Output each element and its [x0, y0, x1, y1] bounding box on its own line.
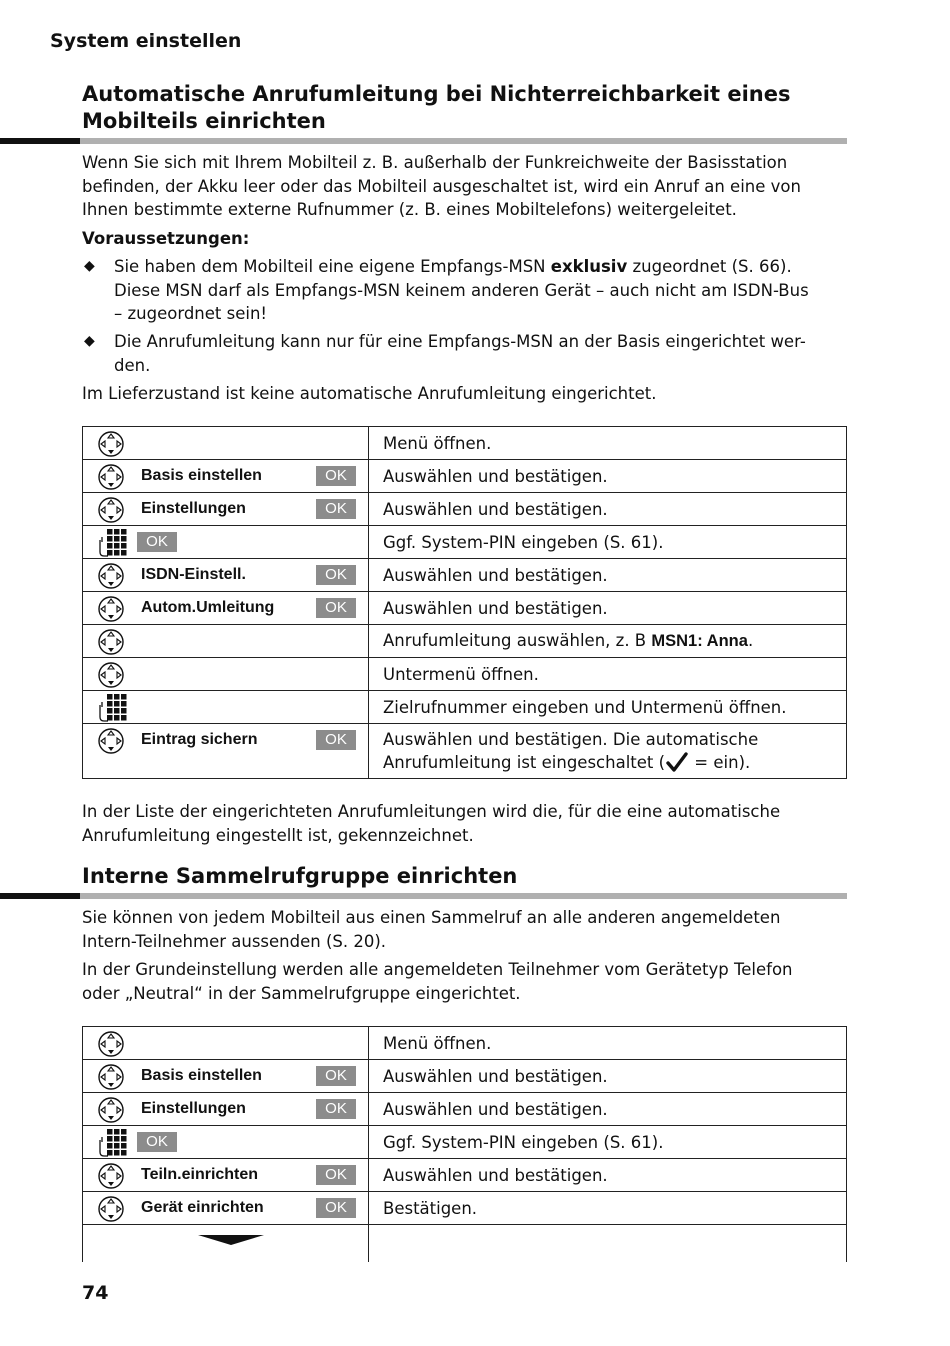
navigation-key-icon — [98, 1097, 124, 1123]
ok-softkey: OK — [316, 1099, 356, 1119]
step-description — [369, 592, 847, 625]
ok-softkey: OK — [316, 598, 356, 618]
title-line-1: Automatische Anrufumleitung bei Nichterreichbarkeit eines — [82, 82, 791, 106]
step-row — [83, 1192, 847, 1225]
navigation-key-icon — [98, 1064, 124, 1090]
description-text: Ggf. System-PIN eingeben (S. 61). — [383, 1132, 664, 1152]
description-text-line-2-end: = ein). — [689, 753, 751, 772]
bullet-item-2 — [82, 330, 847, 377]
step-description — [369, 526, 847, 559]
display-menu-label: Autom.Umleitung — [141, 599, 275, 616]
ok-softkey: OK — [316, 1165, 356, 1185]
ok-softkey: OK — [316, 1198, 356, 1218]
section-rule-dark — [0, 138, 80, 144]
p1-line-1: Sie können von jedem Mobilteil aus einen Sammelruf an alle anderen angemeldeten — [82, 908, 781, 927]
step-description — [369, 1093, 847, 1126]
step-key-cell — [83, 493, 369, 526]
steps-table-group-call — [82, 1026, 847, 1262]
ok-softkey: OK — [137, 1132, 177, 1152]
description-text: . — [747, 631, 754, 650]
description-text: Auswählen und bestätigen. — [383, 1099, 608, 1119]
step-row — [83, 1060, 847, 1093]
step-row — [83, 460, 847, 493]
intro-line-3: Ihnen bestimmte externe Rufnummer (z. B. eines Mobiltelefons) weitergeleitet. — [82, 200, 737, 219]
display-menu-label: Einstellungen — [141, 1100, 246, 1117]
description-text: Menü öffnen. — [383, 433, 492, 453]
description-text: Auswählen und bestätigen. Die automatische — [383, 730, 759, 749]
step-key-cell — [83, 1093, 369, 1126]
continue-arrow-icon — [198, 1233, 264, 1247]
navigation-key-icon — [98, 1163, 124, 1189]
step-row — [83, 559, 847, 592]
p1-line-2: Intern-Teilnehmer aussenden (S. 20). — [82, 931, 387, 951]
step-row — [83, 658, 847, 691]
bullet2-line-1: Die Anrufumleitung kann nur für eine Empfangs-MSN an der Basis eingerichtet wer- — [114, 332, 806, 351]
navigation-key-icon — [98, 497, 124, 523]
step-key-cell — [83, 559, 369, 592]
step-key-cell — [83, 1159, 369, 1192]
step-key-cell — [83, 460, 369, 493]
step-row — [83, 1027, 847, 1060]
description-text: Auswählen und bestätigen. — [383, 466, 608, 486]
bullet1-line-3: – zugeordnet sein! — [114, 304, 268, 323]
step-description — [369, 1027, 847, 1060]
step-row — [83, 427, 847, 460]
after-line-2: Anrufumleitung eingestellt ist, gekennzeichnet. — [82, 825, 474, 845]
step-description — [369, 1126, 847, 1159]
after-table-paragraph — [82, 800, 847, 847]
step-description — [369, 658, 847, 691]
navigation-key-icon — [98, 728, 124, 754]
ok-softkey: OK — [137, 532, 177, 552]
description-text: Bestätigen. — [383, 1198, 478, 1218]
bullet1-emphasis: exklusiv — [550, 257, 628, 276]
ok-softkey: OK — [316, 499, 356, 519]
step-key-cell — [83, 427, 369, 460]
step-row — [83, 592, 847, 625]
step-key-cell — [83, 1192, 369, 1225]
ok-softkey: OK — [316, 565, 356, 585]
step-key-cell — [83, 625, 369, 658]
step-row — [83, 1159, 847, 1192]
step-row — [83, 625, 847, 658]
section-rule-dark — [0, 893, 80, 899]
navigation-key-icon — [98, 563, 124, 589]
step-row — [83, 1093, 847, 1126]
step-key-cell — [83, 526, 369, 559]
display-menu-label: ISDN-Einstell. — [141, 566, 246, 583]
step-description — [369, 691, 847, 724]
navigation-key-icon — [98, 1196, 124, 1222]
bullet1-text-pre: Sie haben dem Mobilteil eine eigene Empfangs-MSN — [114, 257, 551, 276]
intro-line-1: Wenn Sie sich mit Ihrem Mobilteil z. B. außerhalb der Funkreichweite der Basisstation — [82, 153, 788, 172]
ok-softkey: OK — [316, 730, 356, 750]
diamond-bullet-icon: ◆ — [84, 258, 95, 274]
description-text: Zielrufnummer eingeben und Untermenü öffnen. — [383, 697, 787, 717]
intro-paragraph — [82, 151, 847, 222]
description-text: Ggf. System-PIN eingeben (S. 61). — [383, 532, 664, 552]
description-text: Auswählen und bestätigen. — [383, 565, 608, 585]
step-key-cell — [83, 1060, 369, 1093]
display-menu-label: Eintrag sichern — [141, 731, 258, 748]
title-line-2: Mobilteils einrichten — [82, 109, 326, 133]
step-description — [369, 1060, 847, 1093]
continuation-cell — [83, 1225, 369, 1263]
continuation-row — [83, 1225, 847, 1263]
bullet-item-1 — [82, 255, 847, 326]
bullet2-line-2: den. — [114, 355, 151, 375]
step-description — [369, 1192, 847, 1225]
step-description — [369, 559, 847, 592]
display-menu-label: Teiln.einrichten — [141, 1166, 259, 1183]
group-call-paragraph-2 — [82, 958, 847, 1005]
step-description — [369, 460, 847, 493]
navigation-key-icon — [98, 662, 124, 688]
display-menu-label: Basis einstellen — [141, 467, 262, 484]
description-text: Menü öffnen. — [383, 1033, 492, 1053]
keypad-icon — [97, 693, 129, 723]
description-text: Untermenü öffnen. — [383, 664, 539, 684]
navigation-key-icon — [98, 596, 124, 622]
step-key-cell — [83, 1126, 369, 1159]
step-key-cell — [83, 592, 369, 625]
description-text: Auswählen und bestätigen. — [383, 1165, 608, 1185]
description-text: Anrufumleitung auswählen, z. B — [383, 631, 652, 650]
navigation-key-icon — [98, 431, 124, 457]
intro-line-2: befinden, der Akku leer oder das Mobilteil ausgeschaltet ist, wird ein Anruf an eine von — [82, 176, 801, 196]
msn-display-text: MSN1: Anna — [651, 632, 748, 650]
display-menu-label: Einstellungen — [141, 500, 246, 517]
step-key-cell — [83, 1027, 369, 1060]
keypad-icon — [97, 528, 129, 558]
prerequisites-label: Voraussetzungen: — [82, 229, 250, 248]
step-key-cell — [83, 658, 369, 691]
bullet1-line-2: Diese MSN darf als Empfangs-MSN keinem anderen Gerät – auch nicht am ISDN-Bus — [114, 280, 809, 300]
step-description — [369, 1159, 847, 1192]
section-title-call-forwarding — [82, 81, 862, 135]
page-number: 74 — [82, 1282, 109, 1304]
step-key-cell — [83, 724, 369, 779]
p2-line-1: In der Grundeinstellung werden alle angemeldeten Teilnehmer vom Gerätetyp Telefon — [82, 960, 793, 979]
description-text: Auswählen und bestätigen. — [383, 1066, 608, 1086]
navigation-key-icon — [98, 464, 124, 490]
step-row — [83, 724, 847, 779]
bullet-text-2 — [114, 330, 847, 377]
bullet1-text-post: zugeordnet (S. 66). — [627, 257, 792, 276]
navigation-key-icon — [98, 1031, 124, 1057]
step-description — [369, 493, 847, 526]
p2-line-2: oder „Neutral“ in der Sammelrufgruppe eingerichtet. — [82, 983, 521, 1003]
group-call-paragraph-1 — [82, 906, 847, 953]
step-description — [369, 427, 847, 460]
steps-table-call-forwarding — [82, 426, 847, 779]
default-note: Im Lieferzustand ist keine automatische Anrufumleitung eingerichtet. — [82, 384, 657, 403]
description-text: Auswählen und bestätigen. — [383, 598, 608, 618]
continuation-empty-cell — [369, 1225, 847, 1263]
keypad-icon — [97, 1128, 129, 1158]
step-description — [369, 724, 847, 779]
section-rule-grey — [80, 893, 847, 899]
section-rule-grey — [80, 138, 847, 144]
bullet-text-1 — [114, 255, 847, 326]
checkmark-icon — [665, 752, 689, 772]
description-text-line-2: Anrufumleitung ist eingeschaltet ( — [383, 753, 666, 772]
ok-softkey: OK — [316, 466, 356, 486]
step-description — [369, 625, 847, 658]
step-row — [83, 1126, 847, 1159]
diamond-bullet-icon: ◆ — [84, 333, 95, 349]
description-text: Auswählen und bestätigen. — [383, 499, 608, 519]
display-menu-label: Basis einstellen — [141, 1067, 262, 1084]
step-key-cell — [83, 691, 369, 724]
ok-softkey: OK — [316, 1066, 356, 1086]
step-row — [83, 493, 847, 526]
navigation-key-icon — [98, 629, 124, 655]
steps-table-group-call-clip — [82, 1026, 848, 1262]
step-row — [83, 526, 847, 559]
running-header: System einstellen — [50, 30, 242, 52]
step-row — [83, 691, 847, 724]
display-menu-label: Gerät einrichten — [141, 1199, 264, 1216]
section-title-group-call: Interne Sammelrufgruppe einrichten — [82, 864, 518, 888]
after-line-1: In der Liste der eingerichteten Anrufumleitungen wird die, für die eine automatische — [82, 802, 781, 821]
